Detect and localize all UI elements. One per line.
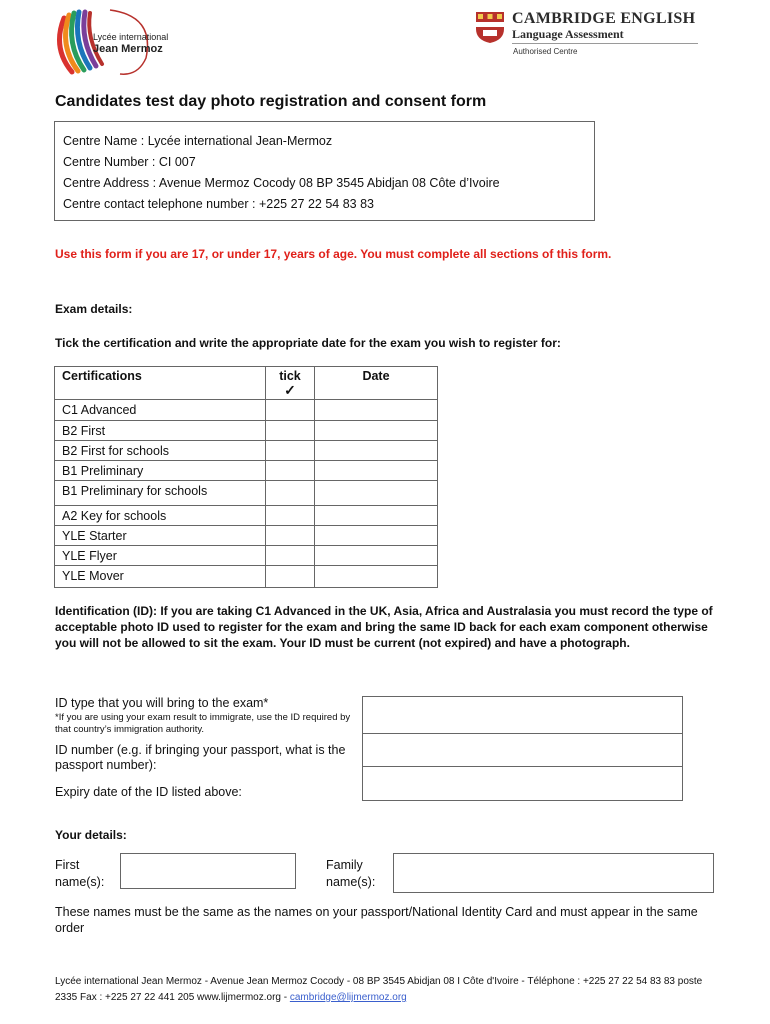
tick-cell[interactable] xyxy=(266,400,315,421)
tick-cell[interactable] xyxy=(266,461,315,481)
family-name-label: Family name(s): xyxy=(326,858,376,889)
cambridge-shield-icon xyxy=(475,11,505,44)
date-cell[interactable] xyxy=(315,546,438,566)
form-title: Candidates test day photo registration and consent form xyxy=(55,93,487,110)
cert-name: B2 First xyxy=(55,421,266,441)
centre-name: Centre Name : Lycée international Jean-Mermoz xyxy=(63,134,333,148)
cert-name: YLE Flyer xyxy=(55,546,266,566)
tick-cell[interactable] xyxy=(266,566,315,588)
your-details-heading: Your details: xyxy=(55,828,127,842)
date-cell[interactable] xyxy=(315,400,438,421)
school-name-line1: Lycée international xyxy=(93,32,169,42)
cambridge-title: CAMBRIDGE ENGLISH xyxy=(512,10,696,27)
date-cell[interactable] xyxy=(315,421,438,441)
names-note: These names must be the same as the names on your passport/National Identity Card and must appear in the same order xyxy=(55,905,698,935)
centre-info-box xyxy=(54,121,595,221)
table-row xyxy=(55,461,438,481)
cert-name: C1 Advanced xyxy=(55,400,266,421)
checkmark-icon: ✓ xyxy=(284,382,296,398)
col-tick xyxy=(266,367,315,400)
id-number-field[interactable] xyxy=(363,734,682,766)
table-row xyxy=(55,441,438,461)
date-cell[interactable] xyxy=(315,506,438,526)
school-logo xyxy=(50,8,180,80)
age-warning: Use this form if you are 17, or under 17, years of age. You must complete all sections of this form. xyxy=(55,247,612,261)
cert-name: B1 Preliminary for schools xyxy=(55,481,266,506)
centre-address: Centre Address : Avenue Mermoz Cocody 08 BP 3545 Abidjan 08 Côte d’Ivoire xyxy=(63,176,500,190)
exam-details-heading: Exam details: xyxy=(55,302,133,316)
cert-name: B1 Preliminary xyxy=(55,461,266,481)
table-row xyxy=(55,481,438,506)
col-tick-label: tick xyxy=(279,369,301,383)
identification-paragraph: Identification (ID): If you are taking C1 Advanced in the UK, Asia, Africa and Australasia you must record the type of acceptable photo ID used to register for the exam and bring the same ID back for each exam component otherwise you will not be allowed to sit the exam. Your ID must be current (not expired) and have a photograph. xyxy=(55,604,713,650)
date-cell[interactable] xyxy=(315,461,438,481)
cert-name: B2 First for schools xyxy=(55,441,266,461)
id-expiry-label: Expiry date of the ID listed above: xyxy=(55,785,242,799)
cambridge-divider xyxy=(512,43,698,44)
id-expiry-field[interactable] xyxy=(363,767,682,801)
footer xyxy=(55,974,725,1006)
id-type-note: *If you are using your exam result to immigrate, use the ID required by that country’s immigration authority. xyxy=(55,712,351,735)
cert-name: YLE Starter xyxy=(55,526,266,546)
id-type-label: ID type that you will bring to the exam* xyxy=(55,696,269,710)
col-date: Date xyxy=(315,367,438,400)
table-row xyxy=(55,421,438,441)
cert-name: YLE Mover xyxy=(55,566,266,588)
school-name-line2: Jean Mermoz xyxy=(93,43,163,55)
table-row xyxy=(55,400,438,421)
date-cell[interactable] xyxy=(315,481,438,506)
table-row xyxy=(55,566,438,588)
cert-name: A2 Key for schools xyxy=(55,506,266,526)
col-certifications: Certifications xyxy=(55,367,266,400)
tick-cell[interactable] xyxy=(266,441,315,461)
family-name-field[interactable] xyxy=(393,853,714,893)
centre-number: Centre Number : CI 007 xyxy=(63,155,196,169)
first-name-field[interactable] xyxy=(120,853,296,889)
tick-cell[interactable] xyxy=(266,421,315,441)
footer-text: Lycée international Jean Mermoz - Avenue Jean Mermoz Cocody - 08 BP 3545 Abidjan 08 I Côte d'Ivoire - Téléphone : +225 27 22 54 83 83 poste 2335 Fax : +225 27 22 441 205 www.lijmermoz.org - xyxy=(55,976,703,1003)
authorised-centre-label: Authorised Centre xyxy=(513,47,578,56)
date-cell[interactable] xyxy=(315,441,438,461)
tick-cell[interactable] xyxy=(266,506,315,526)
table-row xyxy=(55,506,438,526)
footer-email-link[interactable]: cambridge@lijmermoz.org xyxy=(289,992,407,1003)
id-number-label: ID number (e.g. if bringing your passport, what is the passport number): xyxy=(55,743,346,772)
certifications-table xyxy=(54,366,438,588)
tick-cell[interactable] xyxy=(266,526,315,546)
tick-cell[interactable] xyxy=(266,481,315,506)
id-fields-box xyxy=(362,696,683,801)
tick-instruction: Tick the certification and write the appropriate date for the exam you wish to register for: xyxy=(55,336,561,350)
table-row xyxy=(55,526,438,546)
date-cell[interactable] xyxy=(315,526,438,546)
cambridge-subtitle: Language Assessment xyxy=(512,27,624,41)
table-header-row xyxy=(55,367,438,400)
tick-cell[interactable] xyxy=(266,546,315,566)
table-row xyxy=(55,546,438,566)
first-name-label: First name(s): xyxy=(55,858,105,889)
date-cell[interactable] xyxy=(315,566,438,588)
id-type-field[interactable] xyxy=(363,697,682,733)
centre-phone: Centre contact telephone number : +225 27 22 54 83 83 xyxy=(63,197,374,211)
